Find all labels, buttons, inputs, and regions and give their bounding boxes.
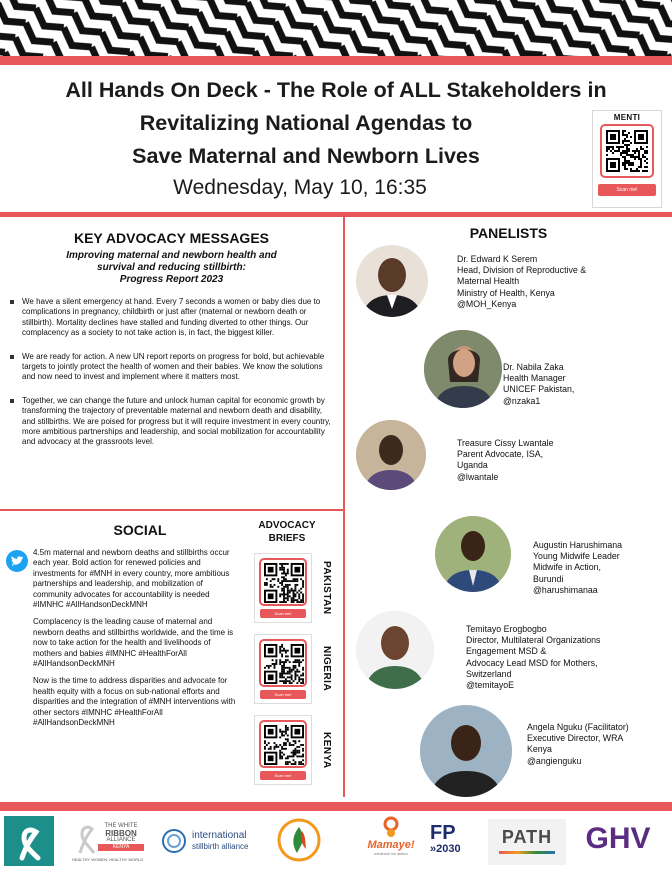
partner-logo-mamaye [360,815,422,865]
brief-qr-code[interactable] [259,639,307,687]
brief-scan-button[interactable]: Scan me! [260,609,306,618]
footer-divider [0,802,672,811]
panelist-photo [356,245,428,317]
panelist-org: Midwife in Action, [533,562,601,573]
panelist-handle: @temitayoE [466,680,515,691]
brief-card-nigeria[interactable] [254,634,312,704]
partner-logo-path [488,819,566,865]
social-heading: SOCIAL [113,522,167,538]
advocacy-bullet: We have a silent emergency at hand. Every 7 seconds a women or baby dies due to complications in pregnancy, childbirth or just after (maternal or newborn death or stillbirth). Mortality declines have stalled and funding diverted to other things. Our complacency as a society to not take action is, in fact, the biggest killer. [6,297,336,339]
wra-line-3: ALLIANCE [106,837,136,843]
social-post: 4.5m maternal and newborn deaths and stillbirths occur each year. Bold action for renewed policies and investments for #MNH in every country, more ambitious partnerships and leadership, and mobilization of community advocates for accountability is needed #IMNHC #AllHandsonDeckMNH [33,548,230,610]
social-divider [0,509,343,511]
header-pattern-banner [0,0,672,56]
panelist-name: Temitayo Erogbogbo [466,624,547,634]
partner-logo-ribbon [4,816,54,866]
panelist-photo [420,705,512,797]
isa-line-1: international [192,830,247,841]
panelist-info [457,254,586,310]
partner-logo-isa [160,827,262,857]
panelist-role: Head, Division of Reproductive & [457,265,587,276]
panelist-info [527,722,629,767]
fp-wordmark: FP [430,822,456,844]
subtitle-line-3: Progress Report 2023 [119,274,224,285]
twitter-icon[interactable] [6,550,28,572]
panelist-country: Kenya [527,744,552,755]
panelist-handle: @angienguku [527,755,582,766]
path-color-bar [499,851,555,854]
panelist-role: Executive Director, WRA [527,733,624,744]
menti-qr-code[interactable] [600,124,654,178]
event-date: Wednesday, May 10, 16:35 [173,176,427,199]
panelist-name: Dr. Edward K Serem [457,254,538,264]
panelist-country: Burundi [533,573,564,584]
partner-logo-wra [72,819,146,865]
panelist-photo [435,516,511,592]
subtitle-line-1: Improving maternal and newborn health and [66,250,277,261]
panelist-role: Director, Multilateral Organizations [466,635,601,646]
isa-line-2: stillbirth alliance [192,842,249,851]
panelist-org: Ministry of Health, Kenya [457,287,555,298]
brief-card-kenya[interactable] [254,715,312,785]
panelist-handle: @harushimanaa [533,584,598,595]
briefs-heading-line-1: ADVOCACY [258,520,316,531]
partner-logo-fp2030 [430,823,480,863]
brief-country-label: NIGERIA [321,646,332,692]
wra-line-4: KENYA [98,844,144,851]
path-wordmark: PATH [501,827,553,847]
panelist-info [466,624,600,691]
panelist-role: Health Manager [503,373,566,384]
panelist-name: Dr. Nabila Zaka [503,362,564,372]
panelists-heading: PANELISTS [469,225,548,241]
panelist-name: Angela Nguku (Facilitator) [527,722,629,732]
advocacy-subtitle [20,250,323,286]
panelist-role: Engagement MSD & [466,646,547,657]
panelist-info [533,540,622,596]
panelist-handle: @nzaka1 [503,395,541,406]
brief-country-label: PAKISTAN [321,561,332,615]
menti-label: MENTI [613,113,641,122]
mamaye-wordmark: Mamaye! [367,839,415,851]
wra-line-1: THE WHITE [104,823,138,829]
panelist-photo [356,420,426,490]
brief-qr-code[interactable] [259,720,307,768]
brief-qr-code[interactable] [259,558,307,606]
brief-scan-button[interactable]: Scan me! [260,771,306,780]
panelist-role: Young Midwife Leader [533,551,620,562]
social-post: Complacency is the leading cause of maternal and newborn deaths and stillbirths worldwide, and the time is now to take action for the health and livelihoods of mothers and babies #IMNHC #HealthForAll #AllHandsonDeckMNH [33,617,234,669]
panelist-info [457,438,553,483]
menti-scan-button[interactable]: Scan me! [598,184,656,196]
brief-scan-button[interactable]: Scan me! [260,690,306,699]
panelist-name: Augustin Harushimana [533,540,622,550]
panelist-info [503,362,574,407]
panelist-name: Treasure Cissy Lwantale [457,438,554,448]
partner-logo-ghv [574,822,662,858]
panelist-org: Uganda [457,460,488,471]
title-line-2: Revitalizing National Agendas to [139,111,473,135]
advocacy-heading: KEY ADVOCACY MESSAGES [73,230,269,246]
fp-year-wrap: »2030 [430,843,461,855]
title-line-3: Save Maternal and Newborn Lives [132,144,480,168]
fp-year: 2030 [436,843,461,855]
briefs-heading-line-2: BRIEFS [268,533,306,544]
panelist-role: Maternal Health [457,276,520,287]
menti-qr-card[interactable] [592,110,662,208]
panelist-role: Parent Advocate, ISA, [457,449,544,460]
brief-country-label: KENYA [321,731,332,769]
wra-line-2: RIBBON [105,829,137,838]
column-divider [343,217,345,797]
partner-logos [0,811,672,869]
brief-card-pakistan[interactable] [254,553,312,623]
panelist-role: Advocacy Lead MSD for Mothers, [466,657,598,668]
advocacy-bullet: Together, we can change the future and unlock human capital for economic growth by transforming the trajectory of preventable maternal and newborn death and disability, and stillbirths. We are poised for progress but it will require investment in every country, more ambitious partnerships and leadership, and social mobilization for accountability and advocacy at the grassroots level. [6,396,336,448]
panelist-photo [356,611,434,689]
social-posts [33,548,238,736]
section-divider [0,212,672,217]
panelist-org: UNICEF Pakistan, [503,384,575,395]
subtitle-line-2: survival and reducing stillbirth: [97,262,246,273]
wra-tagline: HEALTHY WOMEN, HEALTHY WORLD [72,857,144,862]
partner-logo-flame [276,817,322,863]
advocacy-bullet: We are ready for action. A new UN report reports on progress for bold, but achievable targets to jointly protect the health of women and their babies. We know the solutions and now need to invest and implement where it matters most. [6,352,336,383]
panelist-country: Switzerland [466,668,512,679]
title-line-1: All Hands On Deck - The Role of ALL Stakeholders in [65,78,607,102]
briefs-heading [246,519,328,545]
social-post: Now is the time to address disparities and advocate for health equity with a focus on sub-national efforts and disparities and the integration of #MNH interventions with other sectors #IMNHC #HealthForAll #AllHandsonDeckMNH [33,676,236,728]
page-title [10,74,662,173]
panelist-photo [424,330,502,408]
advocacy-bullet-list [6,297,336,461]
mamaye-tagline: evidence for action [374,851,408,856]
panelist-handle: @MOH_Kenya [457,298,517,309]
panelist-handle: @lwantale [457,471,499,482]
ghv-wordmark: GHV [585,822,651,855]
header-divider [0,56,672,65]
